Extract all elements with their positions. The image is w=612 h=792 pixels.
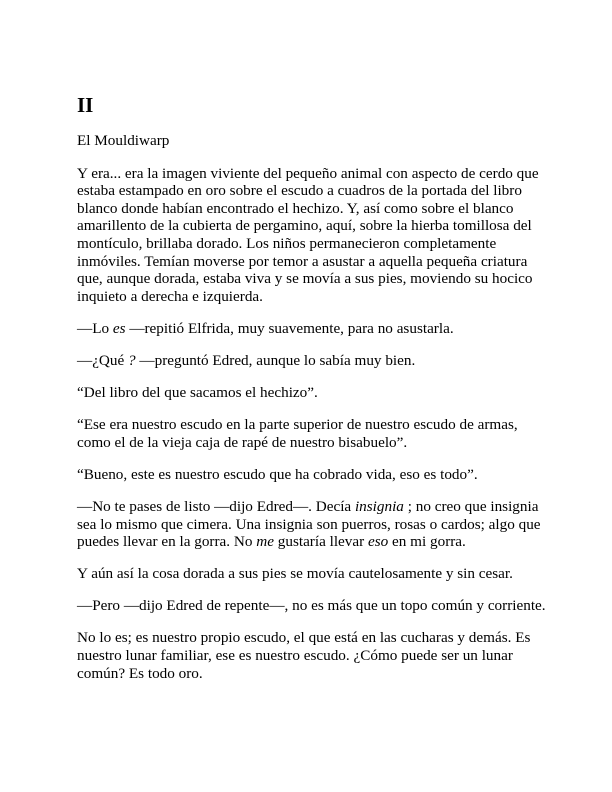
chapter-title: El Mouldiwarp [77, 132, 170, 149]
text-segment: —Lo [77, 319, 113, 337]
text-segment: Y aún así la cosa dorada a sus pies se movía cautelosamente y sin cesar. [77, 565, 513, 583]
text-segment: “Ese era nuestro escudo en la parte superior de nuestro escudo de armas, como el de la vieja caja de rapé de nuestro bisabuelo”. [77, 416, 518, 451]
text-segment: No lo es; es nuestro propio escudo, el que está en las cucharas y demás. Es nuestro lunar familiar, ese es nuestro escudo. ¿Cómo puede ser un lunar común? Es todo oro. [77, 629, 531, 682]
text-segment: “Del libro del que sacamos el hechizo”. [77, 384, 318, 402]
text-segment: Y era... era la imagen viviente del pequeño animal con aspecto de cerdo que estaba estampado en oro sobre el escudo a cuadros de la portada del libro blanco donde habían encontrado el hechizo. Y, así como sobre el blanco amarillento de la cubierta de pergamino, aquí, sobre la hierba tomillosa del montículo, brillaba dorado. Los niños permanecieron completamente inmóviles. Temían moverse por temor a asustar a aquella pequeña criatura que, aunque dorada, estaba viva y se movía a sus pies, moviendo su hocico inquieto a derecha e izquierda. [77, 164, 539, 305]
paragraph [77, 352, 547, 370]
paragraph [77, 565, 547, 583]
text-segment: “Bueno, este es nuestro escudo que ha cobrado vida, eso es todo”. [77, 465, 478, 483]
text-segment: —No te pases de listo —dijo Edred—. Decía [77, 497, 355, 515]
paragraph [77, 629, 547, 682]
paragraph [77, 384, 547, 402]
paragraph [77, 498, 547, 551]
document-page [77, 89, 547, 697]
italic-segment: ? [128, 351, 136, 369]
paragraph [77, 466, 547, 484]
italic-segment: insignia [354, 497, 404, 515]
paragraph [77, 416, 547, 451]
text-segment: en mi gorra. [388, 533, 466, 551]
italic-segment: es [112, 319, 126, 337]
text-segment: —Pero —dijo Edred de repente—, no es más que un topo común y corriente. [77, 597, 546, 615]
text-segment: ; no creo que insignia sea lo mismo que cimera. Una insignia son puerros, rosas o cardos; algo que puedes llevar en la gorra. No [77, 497, 541, 551]
italic-segment: me [256, 533, 274, 551]
text-segment: —preguntó Edred, aunque lo sabía muy bien. [135, 351, 416, 369]
chapter-number: II [77, 93, 94, 117]
text-segment: gustaría llevar [273, 533, 368, 551]
paragraph [77, 320, 547, 338]
italic-segment: eso [368, 533, 389, 551]
text-segment: —¿Qué [77, 351, 129, 369]
paragraph [77, 597, 547, 615]
paragraph [77, 165, 547, 306]
text-segment: —repitió Elfrida, muy suavemente, para no asustarla. [125, 319, 454, 337]
